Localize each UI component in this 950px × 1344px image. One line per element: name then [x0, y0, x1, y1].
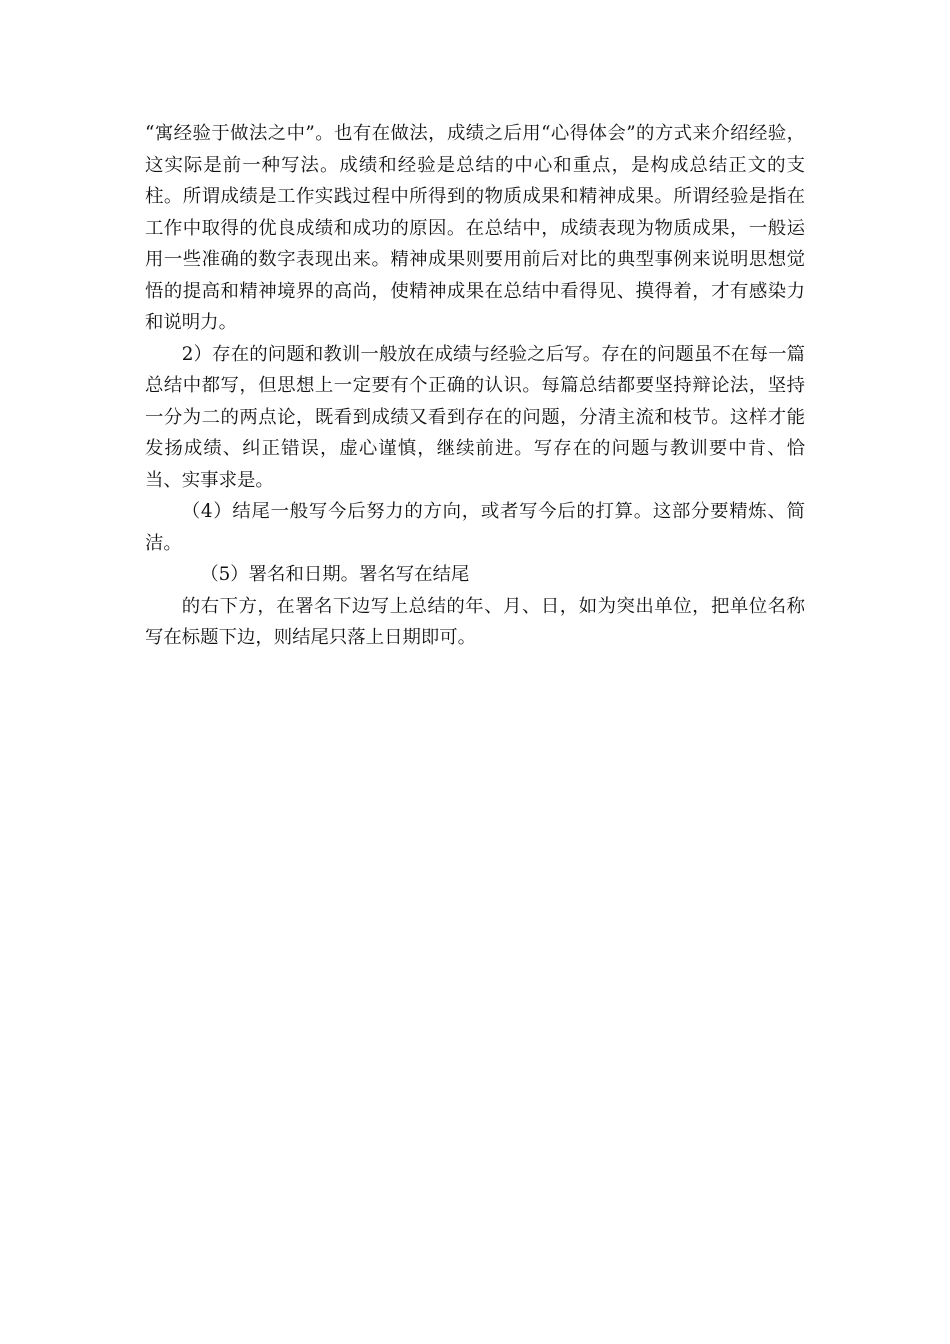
paragraph-problems-lessons: 2）存在的问题和教训一般放在成绩与经验之后写。存在的问题虽不在每一篇总结中都写，但思想上一定要有个正确的认识。每篇总结都要坚持辩论法，坚持一分为二的两点论，既看到成绩又看到存在的问题，分清主流和枝节。这样才能发扬成绩、纠正错误，虚心谨慎，继续前进。写存在的问题与教训要中肯、恰当、实事求是。	[145, 343, 805, 491]
paragraph-ending: （4）结尾一般写今后努力的方向，或者写今后的打算。这部分要精炼、简洁。	[145, 501, 805, 554]
paragraph-achievements-experience: “寓经验于做法之中”。也有在做法，成绩之后用“心得体会”的方式来介绍经验，这实际是前一种写法。成绩和经验是总结的中心和重点，是构成总结正文的支柱。所谓成绩是工作实践过程中所得到的物质成果和精神成果。所谓经验是指在工作中取得的优良成绩和成功的原因。在总结中，成绩表现为物质成果，一般运用一些准确的数字表现出来。精神成果则要用前后对比的典型事例来说明思想觉悟的提高和精神境界的高尚，使精神成果在总结中看得见、摸得着，才有感染力和说明力。	[145, 123, 805, 333]
document-body	[145, 118, 805, 654]
paragraph-signature-date: （5）署名和日期。署名写在结尾	[200, 564, 470, 585]
paragraph-signature-continued: 的右下方，在署名下边写上总结的年、月、日，如为突出单位，把单位名称写在标题下边，则结尾只落上日期即可。	[145, 595, 805, 648]
